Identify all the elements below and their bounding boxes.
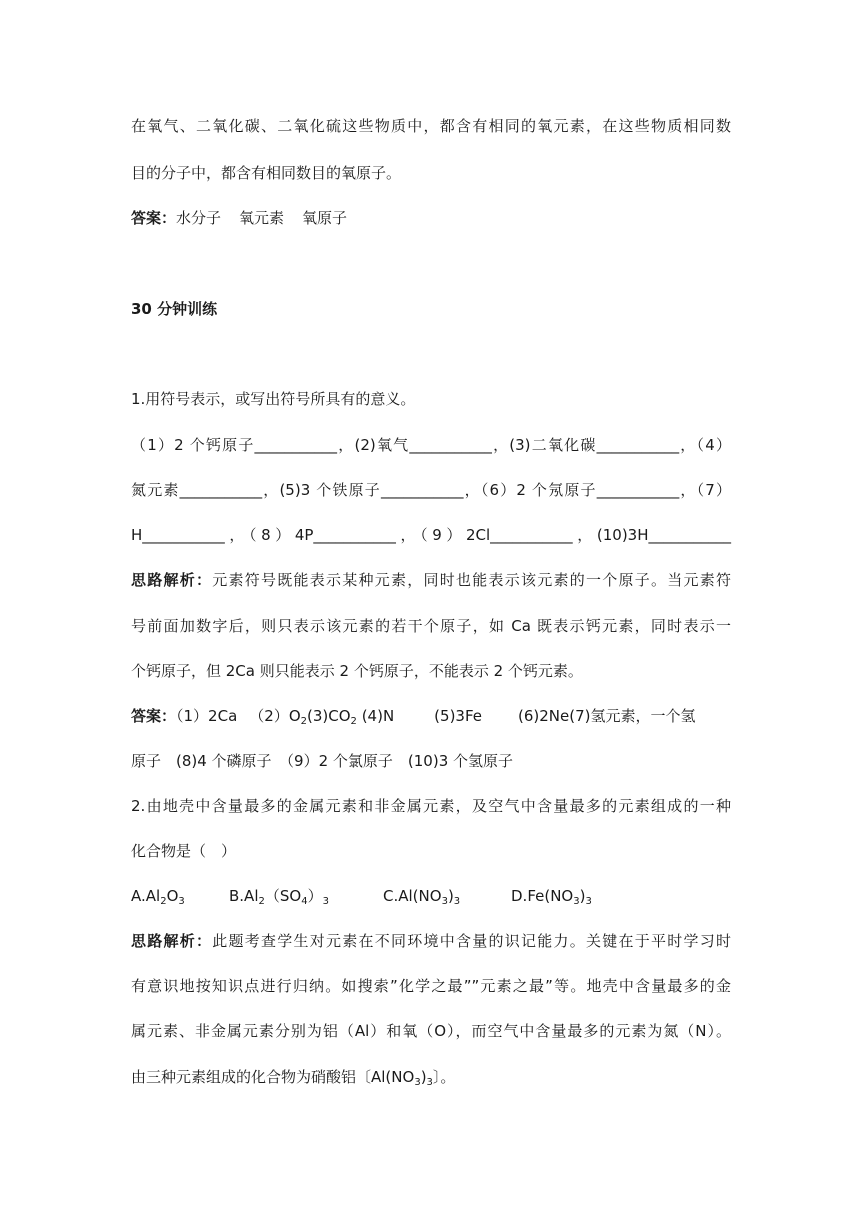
q1-analysis-line-2: 号前面加数字后，则只表示该元素的若干个原子，如 Ca 既表示钙元素，同时表示一	[131, 617, 731, 635]
analysis-text: 〕。	[432, 1068, 456, 1086]
subscript: 3	[585, 896, 592, 907]
option-c[interactable]	[383, 886, 511, 906]
answer-0	[131, 208, 731, 228]
q1-analysis-line-3: 个钙原子，但 2Ca 则只能表示 2 个钙原子，不能表示 2 个钙元素。	[131, 662, 583, 680]
option-text: ）	[307, 887, 323, 905]
analysis-text: 此题考查学生对元素在不同环境中含量的识记能力。关键在于平时学习时	[212, 932, 731, 950]
intro-line-1: 在氧气、二氧化碳、二氧化硫这些物质中，都含有相同的氧元素，在这些物质相同数	[131, 117, 731, 135]
option-text: O	[166, 887, 179, 905]
q2-analysis-line-1	[131, 931, 731, 951]
answer-item: (6)2Ne(7)氢元素，一个氢	[518, 707, 696, 725]
subscript: 4	[301, 896, 308, 907]
subscript: 3	[322, 896, 329, 907]
q1-answer-line-1	[131, 706, 731, 726]
option-text: （SO	[264, 887, 302, 905]
q2-analysis-line-2: 有意识地按知识点进行归纳。如搜索”化学之最””元素之最”等。地壳中含量最多的金	[131, 977, 731, 995]
subscript: 2	[160, 896, 167, 907]
q1-line-3: H___________，（8）4P___________，（9）2Cl___________，(10)3H___________	[131, 526, 731, 544]
q1-answer-line-2: 原子 (8)4 个磷原子 （9）2 个氯原子 (10)3 个氢原子	[131, 752, 514, 770]
analysis-text: 由三种元素组成的化合物为硝酸铝〔Al(NO	[131, 1068, 415, 1086]
subscript: 2	[300, 716, 308, 727]
subscript: 2	[350, 716, 357, 727]
intro-line-2: 目的分子中，都含有相同数目的氧原子。	[131, 164, 402, 182]
answer-item: 氧原子	[302, 209, 348, 227]
q2-stem-line-2: 化合物是（ ）	[131, 842, 237, 860]
option-d[interactable]	[511, 886, 592, 906]
answer-item: （2）O	[249, 707, 301, 725]
answer-label: 答案：	[131, 209, 177, 227]
option-text: D.Fe(NO	[511, 887, 574, 905]
q2-options	[131, 886, 731, 906]
subscript: 3	[426, 1077, 433, 1088]
option-text: )	[579, 887, 586, 905]
answer-item: (3)CO	[307, 707, 351, 725]
section-title: 30 分钟训练	[131, 300, 218, 318]
q2-analysis-line-3: 属元素、非金属元素分别为铝（Al）和氧（O），而空气中含量最多的元素为氮（N）。	[131, 1022, 731, 1040]
q2-analysis-line-4	[131, 1067, 731, 1087]
subscript: 2	[258, 896, 265, 907]
analysis-label: 思路解析：	[131, 571, 213, 589]
q1-line-1: （1）2 个钙原子___________，(2)氧气___________，(3)二氧化碳___________，（4）	[131, 436, 731, 454]
subscript: 3	[414, 1077, 421, 1088]
subscript: 3	[453, 896, 461, 907]
analysis-label: 思路解析：	[131, 932, 213, 950]
option-text: )	[447, 887, 454, 905]
q1-analysis-line-1	[131, 570, 731, 590]
subscript: 3	[573, 896, 580, 907]
answer-item: 氧元素	[239, 209, 285, 227]
subscript: 3	[178, 896, 185, 907]
answer-label: 答案：	[131, 707, 177, 725]
answer-item: （1）2Ca	[176, 707, 238, 725]
subscript: 3	[441, 896, 448, 907]
q1-line-2: 氮元素___________，(5)3 个铁原子___________，（6）2 个氖原子___________，（7）	[131, 481, 731, 499]
q2-stem-line-1: 2.由地壳中含量最多的金属元素和非金属元素，及空气中含量最多的元素组成的一种	[131, 797, 731, 815]
analysis-text: 元素符号既能表示某种元素，同时也能表示该元素的一个原子。当元素符	[212, 571, 731, 589]
option-a[interactable]	[131, 886, 229, 906]
analysis-text: )	[420, 1068, 427, 1086]
answer-item: 水分子	[176, 209, 222, 227]
option-b[interactable]	[229, 886, 383, 906]
option-text: C.Al(NO	[383, 887, 442, 905]
q1-stem: 1.用符号表示，或写出符号所具有的意义。	[131, 390, 416, 408]
answer-item: (5)3Fe	[434, 707, 482, 725]
answer-item: (4)N	[356, 707, 395, 725]
option-text: A.Al	[131, 887, 161, 905]
option-text: B.Al	[229, 887, 259, 905]
